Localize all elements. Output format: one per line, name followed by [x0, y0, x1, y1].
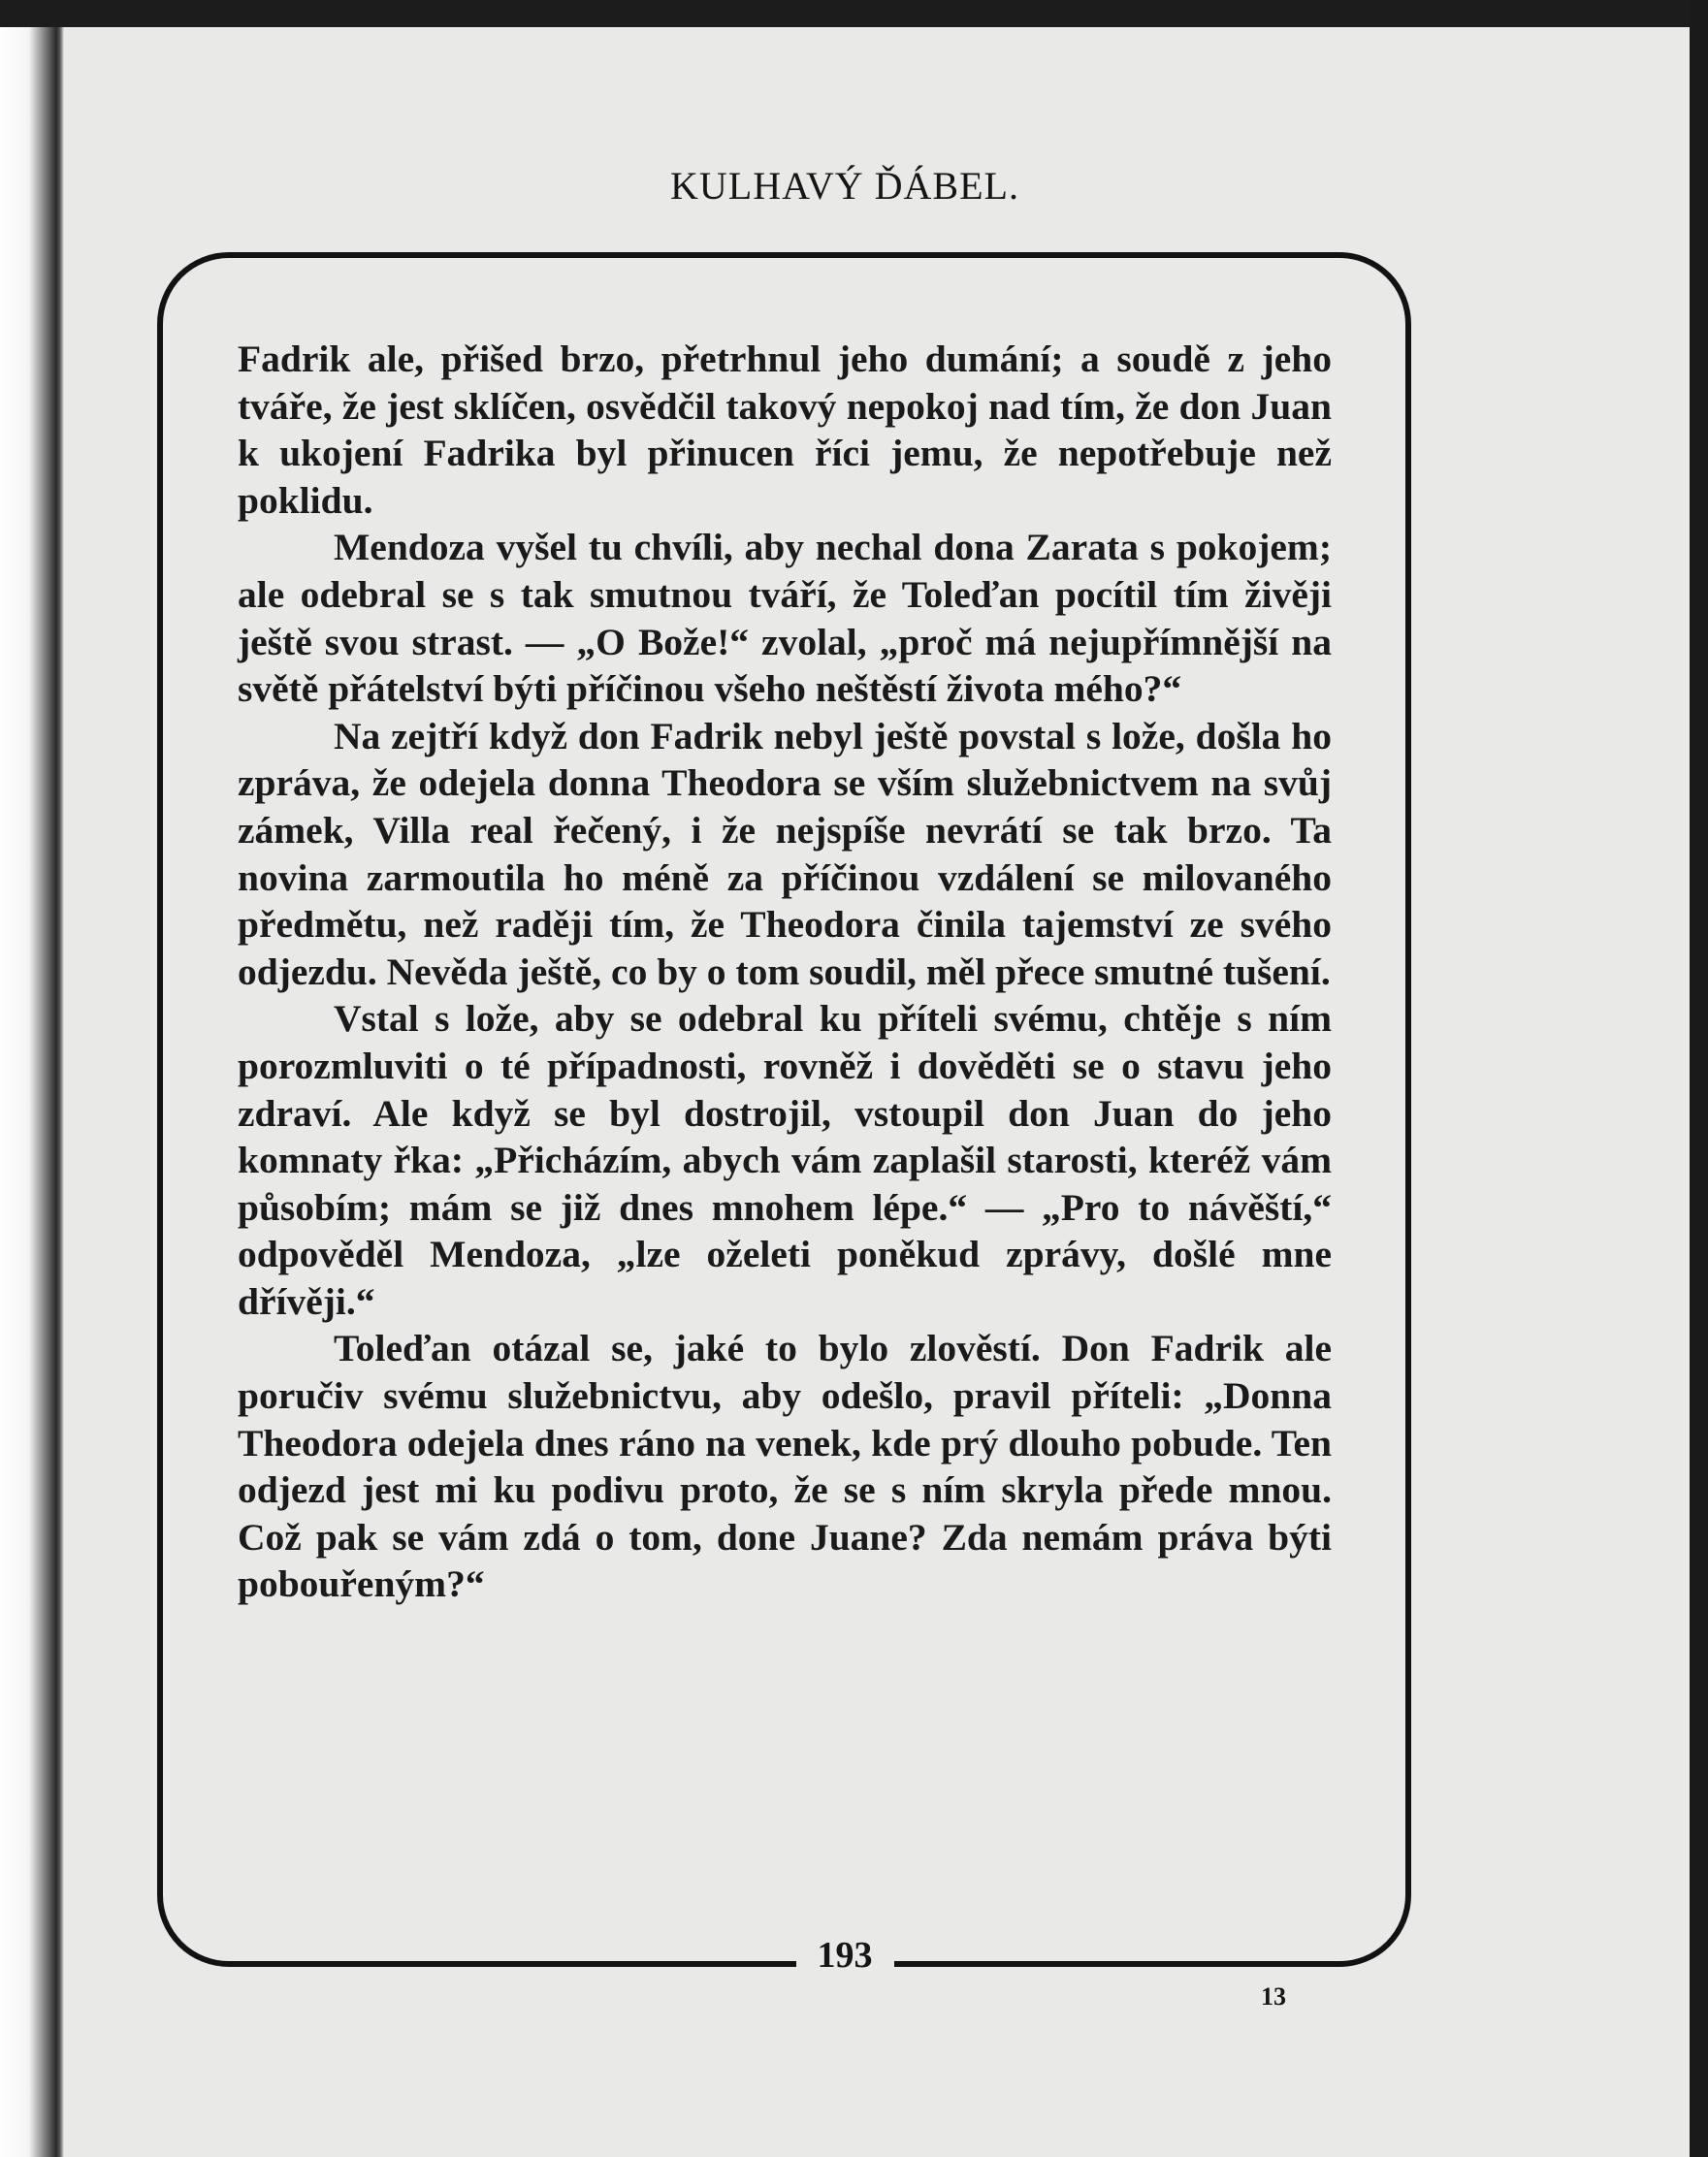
paragraph: Vstal s lože, aby se odebral ku příteli svému, chtěje s ním porozmluviti o té případnosti, rovněž i dověděti se o stavu jeho zdraví. Ale když se byl dostrojil, vstoupil don Juan do jeho komnaty řka: „Přicházím, abych vám zaplašil starosti, kteréž vám působím; mám se již dnes mnohem lépe.“ — „Pro to návěští,“ odpověděl Mendoza, „lze oželeti poněkud zprávy, došlé mne dřívěji.“ — [238, 997, 1332, 1323]
scan-edge — [1690, 0, 1708, 2157]
running-head: KULHAVÝ ĎÁBEL. — [670, 164, 1019, 208]
signature-mark: 13 — [1261, 1982, 1286, 2011]
page-spine-shadow — [0, 27, 64, 2157]
paragraph: Mendoza vyšel tu chvíli, aby nechal dona Zarata s pokojem; ale odebral se s tak smutnou tváří, že Toleďan pocítil tím živěji ještě svou strast. — „O Bože!“ zvolal, „proč má nejupřímnější na světě přátelství býti příčinou všeho neštěstí života mého?“ — [238, 526, 1332, 711]
body-text — [238, 336, 1332, 1608]
paragraph: Toleďan otázal se, jaké to bylo zlověstí. Don Fadrik ale poručiv svému služebnictvu, aby odešlo, pravil příteli: „Donna Theodora odejela dnes ráno na venek, kde prý dlouho pobude. Ten odjezd jest mi ku podivu proto, že se s ním skryla přede mnou. Což pak se vám zdá o tom, done Juane? Zda nemám práva býti pobouřeným?“ — [238, 1327, 1332, 1606]
page-number: 193 — [796, 1935, 894, 1976]
paragraph: Na zejtří když don Fadrik nebyl ještě povstal s lože, došla ho zpráva, že odejela donna Theodora se vším služebnictvem na svůj zámek, Villa real řečený, i že nejspíše nevrátí se tak brzo. Ta novina zarmoutila ho méně za příčinou vzdálení se milovaného předmětu, než raději tím, že Theodora činila tajemství ze svého odjezdu. Nevěda ještě, co by o tom soudil, měl přece smutné tušení. — [238, 714, 1332, 993]
page-number-row — [0, 1934, 1690, 1977]
paragraph: Fadrik ale, přišed brzo, přetrhnul jeho dumání; a soudě z jeho tváře, že jest sklíčen, osvědčil takový nepokoj nad tím, že don Juan k ukojení Fadrika byl přinucen říci jemu, že nepotřebuje než poklidu. — [238, 338, 1332, 522]
